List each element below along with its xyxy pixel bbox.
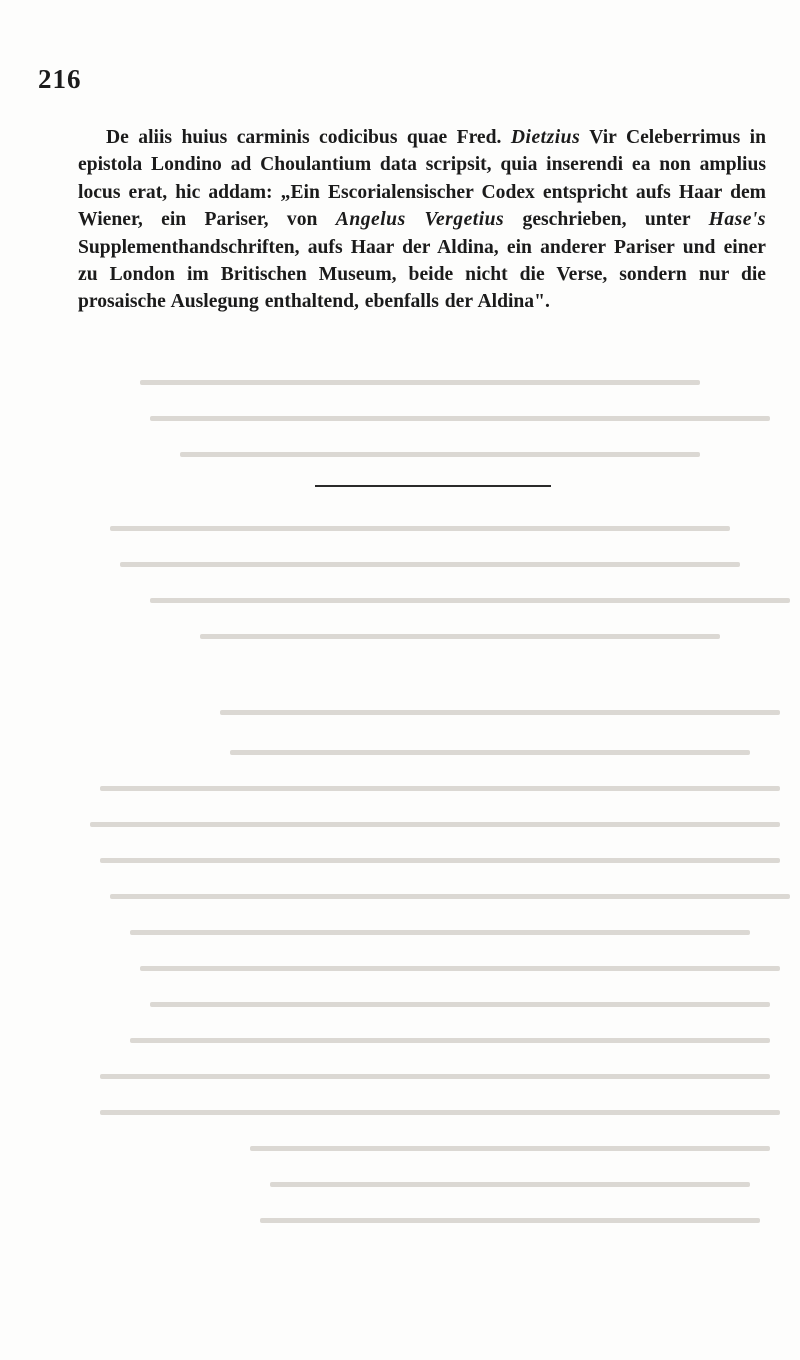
show-through-line: [140, 380, 700, 385]
show-through-line: [150, 416, 770, 421]
show-through-line: [100, 786, 780, 791]
author-name-dietzius: Dietzius: [510, 127, 581, 148]
show-through-line: [130, 930, 750, 935]
section-divider: [315, 485, 551, 487]
text-run: Vir Celeberrimus in epistola Londino ad Choulantium data scripsit, quia inserendi ea non amplius locus erat, hic addam: „Ein Escorialensischer Codex entspricht aufs Haar dem Wiener, ein Pariser, von: [78, 127, 766, 231]
show-through-line: [230, 750, 750, 755]
show-through-line: [140, 966, 780, 971]
show-through-line: [130, 1038, 770, 1043]
show-through-line: [100, 1074, 770, 1079]
show-through-line: [110, 526, 730, 531]
body-paragraph: [78, 124, 766, 316]
show-through-line: [100, 1110, 780, 1115]
page-number: 216: [38, 64, 82, 94]
show-through-lines: [90, 380, 790, 1223]
show-through-line: [220, 710, 780, 715]
show-through-line: [260, 1218, 760, 1223]
author-name-vergetius: Angelus Vergetius: [335, 209, 505, 231]
show-through-line: [270, 1182, 750, 1187]
author-name-hase: Hase's: [708, 209, 767, 231]
show-through-line: [110, 894, 790, 899]
text-run: geschrieben, unter: [504, 209, 709, 231]
text-run: De aliis huius carminis codicibus quae Fred.: [106, 127, 511, 148]
text-run: Supplementhandschriften, aufs Haar der Aldina, ein anderer Pariser und einer zu London im Britischen Museum, beide nicht die Verse, sondern nur die prosaische Auslegung enthaltend, ebenfalls der Aldina".: [78, 236, 766, 313]
show-through-line: [100, 858, 780, 863]
show-through-texture: [0, 380, 800, 1280]
show-through-line: [120, 562, 740, 567]
show-through-line: [150, 1002, 770, 1007]
show-through-line: [250, 1146, 770, 1151]
show-through-line: [180, 452, 700, 457]
show-through-line: [150, 598, 790, 603]
show-through-line: [200, 634, 720, 639]
show-through-line: [90, 822, 780, 827]
